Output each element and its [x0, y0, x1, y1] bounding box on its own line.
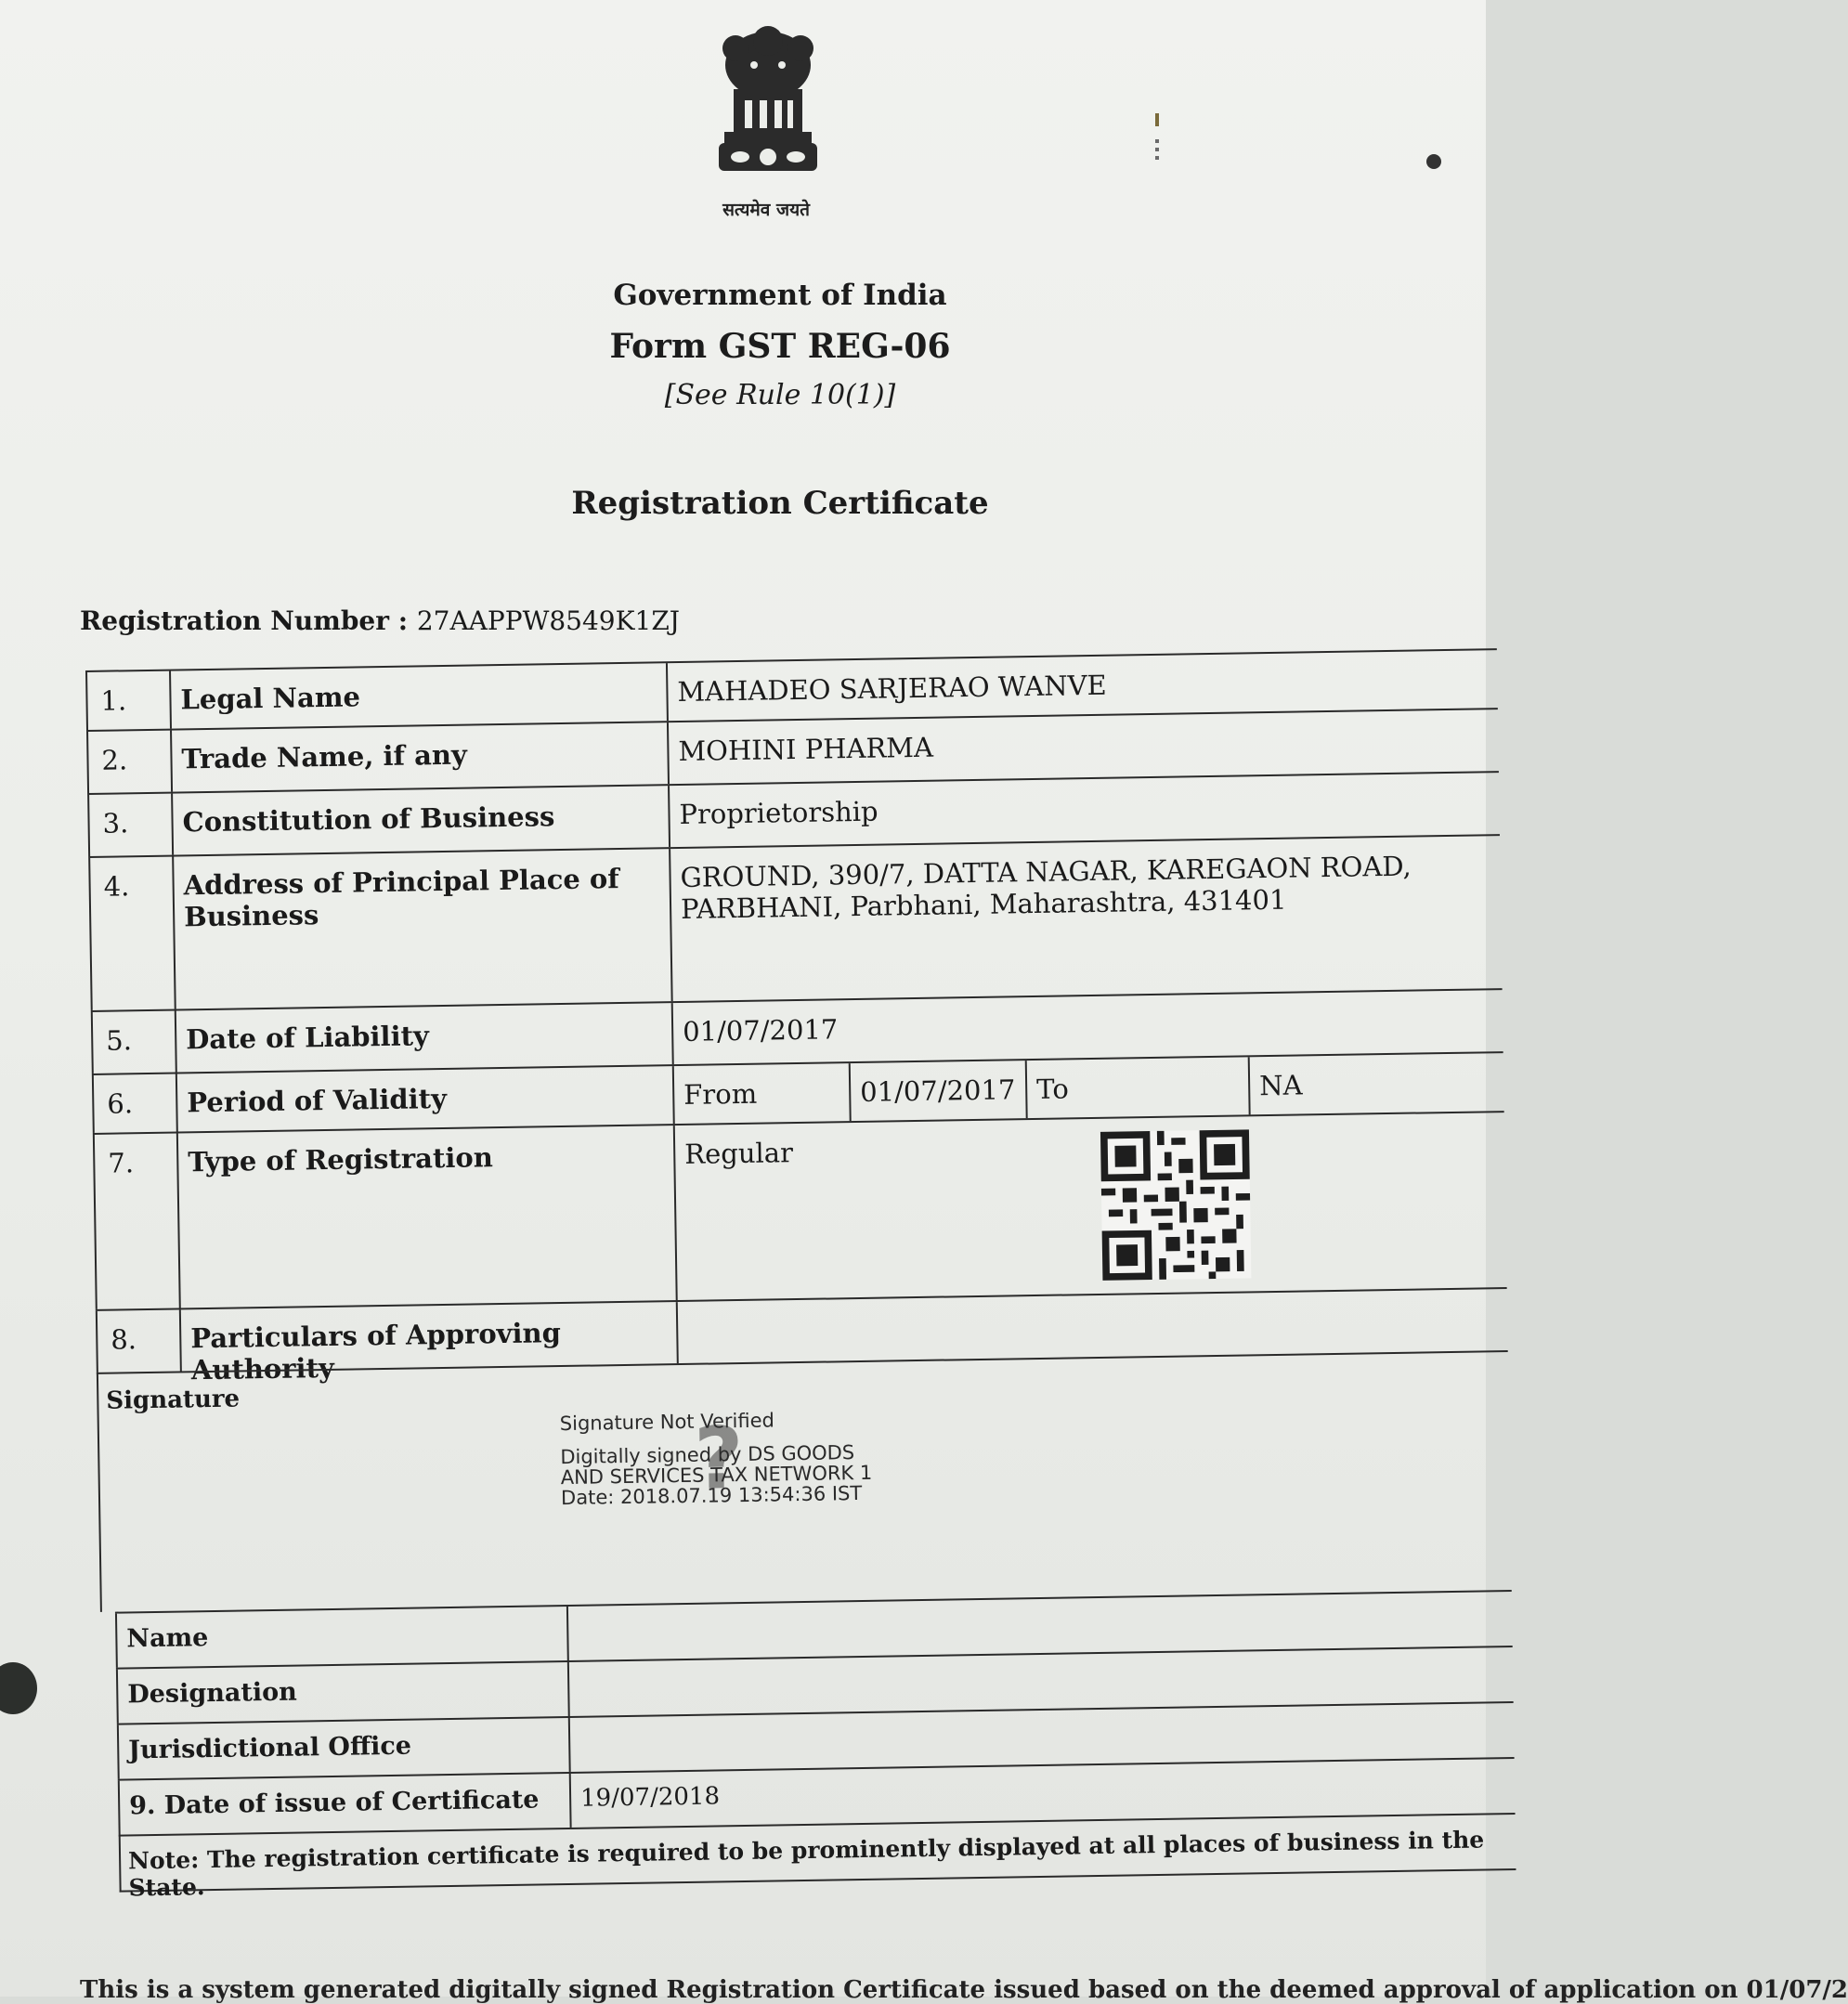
row-label: Period of Validity	[176, 1066, 673, 1131]
certificate-table	[85, 648, 1516, 1902]
row-label: Constitution of Business	[171, 786, 669, 854]
registration-number-value: 27AAPPW8549K1ZJ	[416, 605, 681, 636]
national-emblem-icon	[698, 28, 838, 186]
row-value: MAHADEO SARJERAO WANVE	[666, 650, 1498, 721]
validity-from-date: 01/07/2017	[849, 1061, 1026, 1121]
row-label: Legal Name	[169, 663, 667, 728]
validity-to-label: To	[1025, 1057, 1249, 1118]
rule-reference: [See Rule 10(1)]	[664, 379, 896, 411]
paper-mark	[1426, 154, 1441, 169]
registration-number-label: Registration Number :	[80, 605, 409, 636]
authority-label: Name	[115, 1607, 567, 1668]
table-row	[88, 834, 1502, 1010]
paper-mark	[1155, 113, 1159, 126]
punch-hole	[0, 1662, 37, 1714]
form-title: Form GST REG-06	[609, 327, 951, 366]
row-label: Address of Principal Place of Business	[172, 849, 671, 1009]
signature-validity-mark: ?	[693, 1408, 745, 1509]
signature-signed-by-line-1: Digitally signed by DS GOODS	[560, 1441, 855, 1469]
signature-status: Signature Not Verified	[559, 1409, 775, 1436]
signature-date: Date: 2018.07.19 13:54:36 IST	[560, 1481, 863, 1510]
authority-label: Designation	[116, 1662, 568, 1724]
row-number: 2.	[86, 731, 171, 793]
signature-signed-by-line-2: AND SERVICES TAX NETWORK 1	[560, 1461, 873, 1490]
row-number: 4.	[88, 857, 175, 1010]
paper-mark	[1155, 139, 1159, 160]
row-number: 8.	[96, 1310, 180, 1373]
row-value: Regular	[673, 1113, 1507, 1300]
government-title: Government of India	[613, 279, 947, 312]
display-note: Note: The registration certificate is required to be prominently displayed at all places of business in the State.	[119, 1813, 1516, 1893]
certificate-title: Registration Certificate	[571, 485, 989, 522]
row-number: 1.	[85, 671, 170, 730]
registration-type-row	[93, 1111, 1507, 1309]
row-number: 3.	[87, 794, 172, 856]
authority-value: 19/07/2018	[569, 1759, 1516, 1828]
row-label: Particulars of Approving Authority	[179, 1302, 677, 1371]
authority-label: Jurisdictional Office	[117, 1718, 569, 1779]
authority-label: 9. Date of issue of Certificate	[118, 1774, 570, 1835]
validity-from-label: From	[672, 1063, 850, 1124]
validity-to-date: NA	[1248, 1053, 1504, 1114]
row-number: 7.	[93, 1134, 179, 1309]
row-value: MOHINI PHARMA	[667, 709, 1499, 784]
footer-text: This is a system generated digitally signed Registration Certificate issued based on the deemed approval of application on 01/07/2	[80, 1976, 1848, 2004]
signature-block	[97, 1350, 1512, 1612]
row-value: Proprietorship	[668, 773, 1500, 847]
registration-number	[80, 605, 680, 636]
row-number: 6.	[92, 1074, 176, 1133]
row-number: 5.	[91, 1011, 176, 1074]
digital-signature-info	[560, 1409, 873, 1508]
row-label: Type of Registration	[176, 1126, 676, 1308]
signature-label: Signature	[106, 1385, 241, 1415]
emblem-motto: सत्यमेव जयते	[722, 200, 810, 220]
qr-code-icon	[1100, 1129, 1251, 1280]
authority-details	[115, 1590, 1516, 1835]
row-value: 01/07/2017	[671, 990, 1503, 1064]
row-label: Trade Name, if any	[170, 722, 668, 791]
row-value: GROUND, 390/7, DATTA NAGAR, KAREGAON ROAD, PARBHANI, Parbhani, Maharashtra, 431401	[669, 836, 1502, 1001]
row-label: Date of Liability	[175, 1003, 672, 1072]
